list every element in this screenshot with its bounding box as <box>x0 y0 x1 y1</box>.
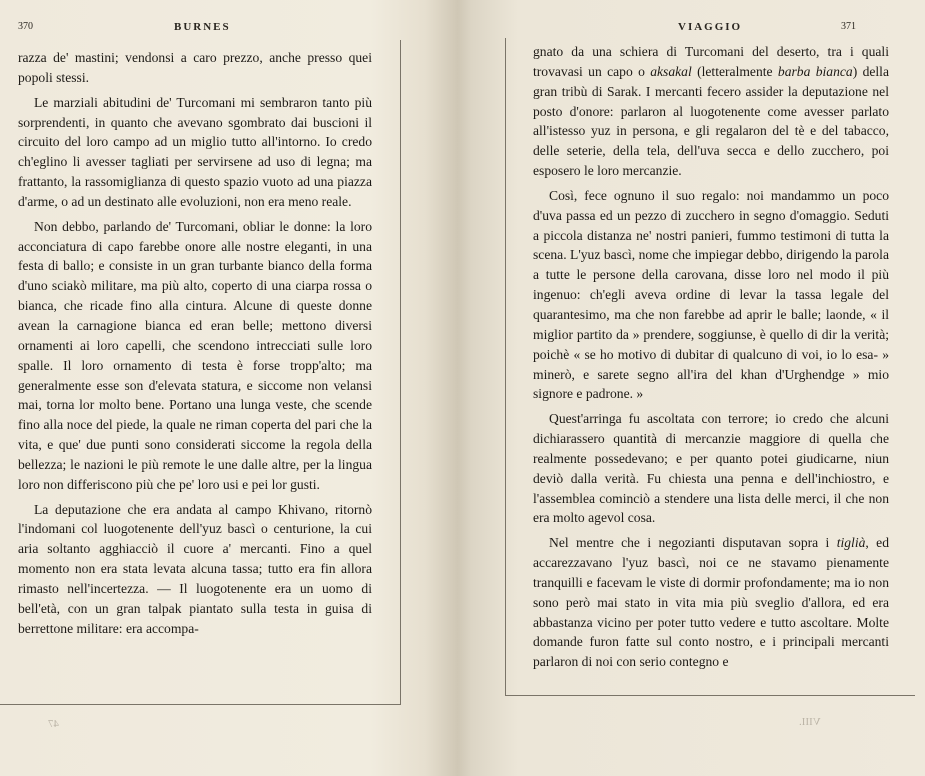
right-paragraph-3: Quest'arringa fu ascoltata con terrore; io credo che alcuni dichiarassero quantità di mercanzie maggiore di quella che realmente possedevano; e per quanto potei giudicarne, niun deviò dalla verità. Fu chiesta una penna e dell'inchiostro, e l'assemblea cominciò a stendere una lista delle merci, il che non era molto agevol cosa. <box>533 411 889 526</box>
right-paragraph-1-part-1: gnato da una schiera di Turcomani del deserto, tra i quali trovavasi un capo o <box>533 44 889 79</box>
right-running-head: VIAGGIO <box>678 21 743 33</box>
right-page <box>463 0 925 776</box>
right-text-block <box>533 42 889 677</box>
right-page-frame-bottom <box>505 695 915 696</box>
right-paragraph-1-italic-1: aksakal <box>650 63 692 79</box>
left-paragraph-2: Le marziali abitudini de' Turcomani mi sembraron tanto più sorprendenti, in quanto che avevano sgombrato dai buscioni il circuito del loro campo ad un miglio tutto all'intorno. Io credo ch'eglino li avesser tagliati per servirsene ad uso di legna; ma frattanto, la rassomiglianza di questo spazio vuoto ad una piazza d'arme, o ad un destinato alle evoluzioni, non era meno reale. <box>18 94 372 209</box>
left-page-number: 370 <box>18 21 33 32</box>
left-text-block <box>18 48 372 643</box>
right-page-number: 371 <box>841 21 856 32</box>
right-paragraph-1-italic-2: barba bianca <box>777 63 853 79</box>
left-running-head: BURNES <box>174 21 231 33</box>
right-paragraph-2: Così, fece ognuno il suo regalo: noi mandammo un poco d'uva passa ed un pezzo di zucchero in segno d'omaggio. Seduti a piccola distanza ne' nostri panieri, fummo testimoni di tutta la scena. L'yuz bascì, nome che impiegar debbo, dirigendo la parola a tutte le persone della carovana, disse loro nel modo il più ingenuo: ch'egli aveva ordine di levar la tassa legale del quarantesimo, ma che non farebbe ad aprir le balle; laonde, « il miglior partito da » prendere, soggiunse, è quello di dir la verità; poichè « se ho motivo di dubitar di qualcuno di voi, io lo esa- » minerò, e sarete segno all'ira del khan d'Urghendge » mio signore e padrone. » <box>533 187 889 402</box>
right-bleed-through-mark: VIII. <box>799 716 821 728</box>
left-paragraph-4: La deputazione che era andata al campo Khivano, ritornò l'indomani col luogotenente dell'yuz bascì o centurione, la cui aria soltanto agghiacciò il cuore a' mercanti. Fino a quel momento non era stata levata alcuna tassa; tutto era fin allora rimasto nell'incertezza. — Il luogotenente era un uomo di bell'età, con un gran talpak piantato sulla testa in guisa di berrettone militare: era accompa- <box>18 501 372 636</box>
left-paragraph-3: Non debbo, parlando de' Turcomani, obliar le donne: la loro acconciatura di capo farebbe onore alle nostre eleganti, in una festa di ballo; e consiste in un gran turbante bianco della forma d'uno sciakò militare, ma più alto, coperto di una ciarpa rossa o bianca, che ricade fino alla cintura. Alcune di queste donne avean la carnagione bianca ed eran belle; mettono diversi ornamenti ai loro capelli, che scendono intrecciati sulle loro spalle. Il loro ornamento di testa è forse tropp'alto; ma generalmente esse son d'elevata statura, e siccome non velansi mai, torna lor molto bene. Portano una lunga veste, che scende fino alla noce del piede, la quale ne riman coperta del pari che la vita, e que' due punti sono considerati siccome la regola della bellezza; le nazioni le più remote le une dalle altre, per la lingua loro non differiscono più che pe' loro usi e pei lor gusti. <box>18 218 372 492</box>
right-paragraph-4-italic: tiglià <box>836 535 866 551</box>
right-paragraph-4-part-2: , ed accarezzavano l'yuz bascì, noi ce ne stavamo pienamente tranquilli e facevam le viste di dormir profondamente; ma io non sono però mai stato in vita mia più sveglio d'allora, ed era abbastanza vicino per poter tutto vedere e tutto ascoltare. Molte domande furon fatte sul conto nostro, e i principali mercanti parlaron di noi con serio contegno e <box>533 535 889 670</box>
right-paragraph-4 <box>533 533 889 672</box>
right-paragraph-1 <box>533 42 889 181</box>
left-page-frame-side <box>400 40 401 705</box>
right-paragraph-1-part-3: ) della gran tribù di Sarak. I mercanti fecero assider la deputazione nel posto d'onore: parlaron al luogotenente come avesser parlato all'istesso yuz in persona, e gli regalaron del tè e del tabacco, delle seterie, della tela, dell'uva secca e dello zucchero, poi esposero le loro mercanzie. <box>533 63 889 179</box>
left-page-frame-bottom <box>0 704 400 705</box>
right-paragraph-1-part-2: (letteralmente <box>691 63 778 79</box>
right-page-frame-side <box>505 38 506 696</box>
left-page <box>0 0 462 776</box>
left-bleed-through-mark: 47 <box>48 718 59 730</box>
right-paragraph-4-part-1: Nel mentre che i negozianti disputavan sopra i <box>549 535 837 551</box>
left-paragraph-1: razza de' mastini; vendonsi a caro prezzo, anche presso quei popoli stessi. <box>18 50 372 85</box>
